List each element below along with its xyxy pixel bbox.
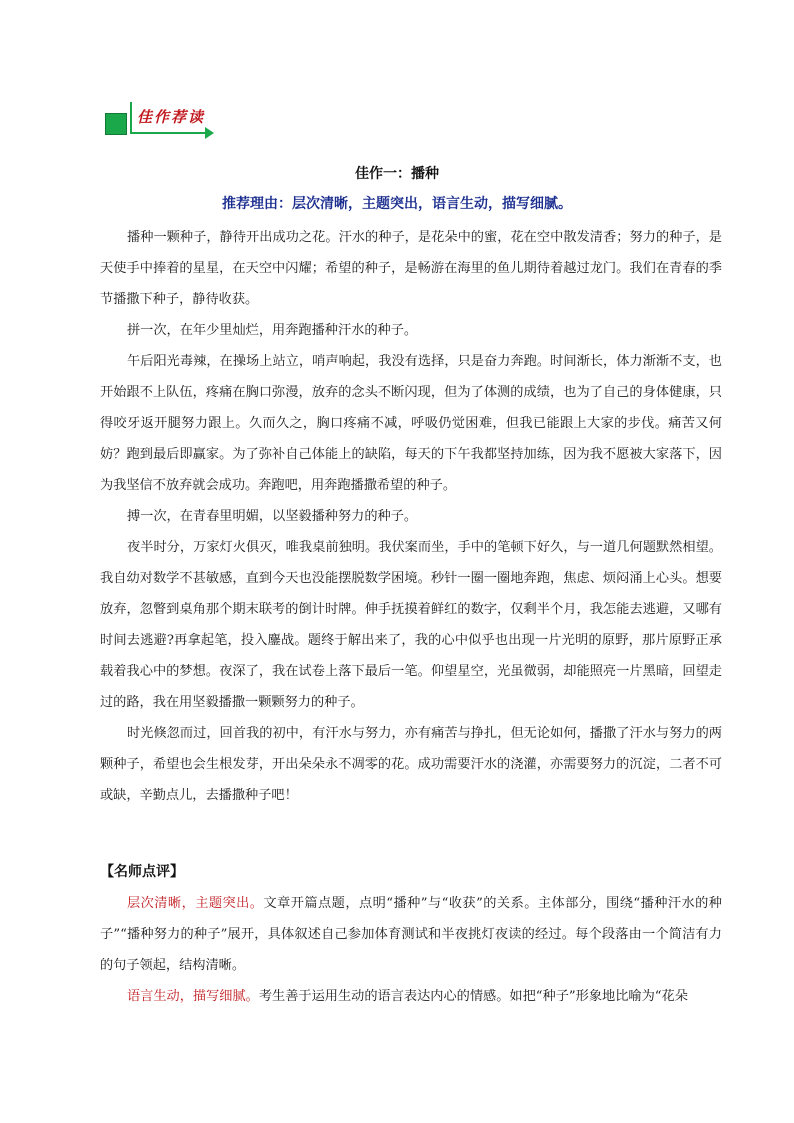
comment-text: 文章开篇点题，点明“播种”与“收获”的关系。主体部分，围绕“播种汗水的种子”“播种努力的种子”展开，具体叙述自己参加体育测试和半夜挑灯夜读的经过。每个段落由一个简洁有力的句子领起，结构清晰。 [100, 896, 722, 973]
essay-title: 佳作一：播种 [355, 166, 439, 182]
comment-lead: 语言生动，描写细腻。 [127, 989, 259, 1004]
green-square-icon [105, 113, 127, 135]
essay-paragraph: 午后阳光毒辣，在操场上站立，哨声响起，我没有选择，只是奋力奔跑。时间渐长，体力渐渐不支，也开始跟不上队伍，疼痛在胸口弥漫，放弃的念头不断闪现，但为了体测的成绩，也为了自己的身体健康，只得咬牙返开腿努力跟上。久而久之，胸口疼痛不减，呼吸仍觉困难，但我已能跟上大家的步伐。痛苦又何妨？跑到最后即赢家。为了弥补自己体能上的缺陷，每天的下午我都坚持加练，因为我不愿被大家落下，因为我坚信不放弃就会成功。奔跑吧，用奔跑播撒希望的种子。 [100, 354, 722, 493]
teacher-comment [100, 888, 722, 1012]
header-divider [130, 102, 132, 134]
section-title: 佳作荐读 [137, 108, 206, 126]
comment-lead: 层次清晰，主题突出。 [127, 896, 264, 911]
arrow-right-icon [205, 127, 214, 139]
essay-body [100, 222, 722, 811]
essay-paragraph: 拼一次，在年少里灿烂，用奔跑播种汗水的种子。 [127, 323, 418, 338]
essay-paragraph: 时光倏忽而过，回首我的初中，有汗水与努力，亦有痛苦与挣扎，但无论如何，播撒了汗水与努力的两颗种子，希望也会生根发芽，开出朵朵永不凋零的花。成功需要汗水的浇灌，亦需要努力的沉淀，二者不可或缺，辛勤点儿，去播撒种子吧！ [100, 726, 722, 803]
essay-paragraph: 搏一次，在青春里明媚，以坚毅播种努力的种子。 [127, 509, 418, 524]
header-underline [130, 132, 210, 134]
comment-text: 考生善于运用生动的语言表达内心的情感。如把“种子”形象地比喻为“花朵 [258, 989, 688, 1004]
comment-heading: 【名师点评】 [100, 864, 184, 880]
comment-paragraph [100, 981, 722, 1012]
section-header [103, 100, 218, 144]
essay-paragraph: 夜半时分，万家灯火俱灭，唯我桌前独明。我伏案而坐，手中的笔顿下好久，与一道几何题默然相望。我自幼对数学不甚敏感，直到今天也没能摆脱数学困境。秒针一圈一圈地奔跑，焦虑、烦闷涌上心头。想要放弃，忽瞥到桌角那个期末联考的倒计时牌。伸手抚摸着鲜红的数字，仅剩半个月，我怎能去逃避，又哪有时间去逃避?再拿起笔，投入鏖战。题终于解出来了，我的心中似乎也出现一片光明的原野，那片原野正承载着我心中的梦想。夜深了，我在试卷上落下最后一笔。仰望星空，光虽微弱，却能照亮一片黑暗，回望走过的路，我在用坚毅播撒一颗颗努力的种子。 [100, 540, 722, 710]
essay-paragraph: 播种一颗种子，静待开出成功之花。汗水的种子，是花朵中的蜜，花在空中散发清香；努力的种子，是天使手中捧着的星星，在天空中闪耀；希望的种子，是畅游在海里的鱼儿期待着越过龙门。我们在青春的季节播撒下种子，静待收获。 [100, 230, 722, 307]
recommend-reason: 推荐理由：层次清晰，主题突出，语言生动，描写细腻。 [222, 196, 572, 212]
comment-paragraph [100, 888, 722, 981]
